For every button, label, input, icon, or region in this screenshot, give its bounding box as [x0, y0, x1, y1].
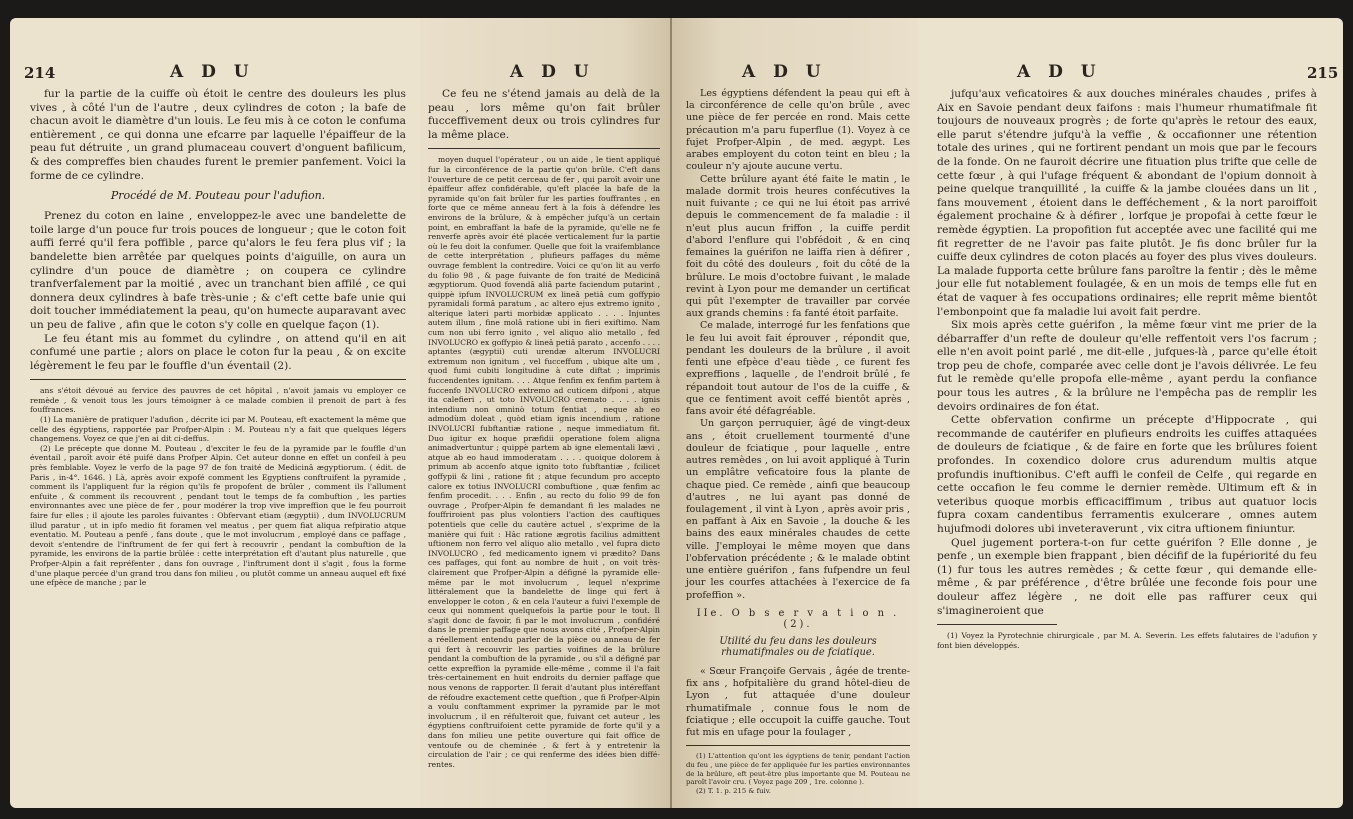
footnote-2: (2) Le précepte que donne M. Pouteau , d'exciter le feu de la pyramide par le fouffle d'un éventail , paroît avoir été puifé dans Profper Alpin. Cet auteur donne en effet un confeil à peu près femblable. Voyez le verfo de la page 97 de fon traité de Medicinâ ægyptiorum. ( édit. de Paris , in-4°. 1646. ) Là, après avoir expofé comment les Egyptiens conftruifent la pyramide , comment ils l'appliquent fur la région qu'ils fe propofent de brûler , comment ils l'allument enfuite , & comment ils recouvrent , pendant tout le temps de fa combuftion , les parties environnantes avec une pièce de fer , pour modérer la trop vive impreffion que le feu pourroit faire fur elles ; il ajoute les paroles fuivantes : Obfervant etiam (ægyptii) , dum INVOLUCRUM illud paratur , ut in ipfo medio fit foramen vel meatus , per quem fiat aliqua refpiratio atque eventatio. M. Pouteau a penfé , fans doute , que le mot involucrum , employé dans ce paffage , devoit s'entendre de l'inftrument de fer qui fert à recouvrir , pendant la combuftion de la pyramide, les environs de la partie brûlée : cette interprétation eft d'autant plus naturelle , que Profper-Alpin a fait repréfenter , dans fon ouvrage , l'inftrument dont il s'agit , fous la forme d'une plaque percée d'un grand trou dans fon milieu , ou plutôt comme un anneau auquel eft fixé une efpèce de manche ; par le [30, 443, 406, 588]
right-footnote: (1) Voyez la Pyrotechnie chirurgicale , par M. A. Severin. Les effets falutaires de l'adufion y font bien développés. [937, 631, 1317, 650]
footnote-2: (2) T. 1. p. 215 & fuiv. [696, 786, 771, 795]
page-number-right: 215 [1307, 64, 1339, 82]
footnote-rule [428, 148, 660, 149]
section-title: Procédé de M. Pouteau pour l'adufion. [110, 189, 326, 203]
right-paragraph-1: jufqu'aux veficatoires & aux douches minérales chaudes , prifes à Aix en Savoie pendant deux faifons : mais l'humeur rhumatifmale fit toujours de nouveaux progrès ; de forte qu'après le retour des eaux, elle parut s'étendre jufqu'à la veffie , & occafionner une rétention totale des urines , qui ne fortirent pendant un mois que par le fecours de la fonde. On ne fauroit décrire une fituation plus trifte que celle de cette fœur , à qui l'ufage fréquent & abondant de l'opium donnoit à peine quelque tranquillité , la cuiffe & la jambe clouées dans un lit , fans mouvement , étoient dans le defféchement , & la nort paroiffoit également prochaine & à défirer , lorfque je propofai à cette fœur le remède égyptien. La propofition fut acceptée avec une facilité qui me fit regretter de ne l'avoir pas faite plutôt. Je fis donc brûler fur la cuiffe deux cylindres de coton placés au foyer des plus vives douleurs. La malade fupporta cette brûlure fans paroître la fentir ; dès le même jour elle fut notablement foulagée, & en un mois de temps elle fut en état de vaquer à fes occupations ordinaires; elle reprit même bientôt l'embonpoint que fa maladie lui avoit fait perdre. [937, 88, 1317, 318]
inner-right-paragraph-4: Un garçon perruquier, âgé de vingt-deux ans , étoit cruellement tourmenté d'une douleur de fciatique , pour laquelle , entre autres remèdes , on lui avoit appliqué à Turin un emplâtre veficatoire fous la plante de chaque pied. Ce remède , ainfi que beaucoup d'autres , ne lui ayant pas donné de foulagement , il vint à Lyon , après avoir pris , en paffant à Aix en Savoie , la douche & les bains des eaux minérales chaudes de cette ville. J'employai le même moyen que dans l'obfervation précédente ; & le malade obtint une entière guérifon , fans fufpendre un feul jour les courfes attachées à l'exercice de fa profeffion ». [686, 418, 910, 601]
right-paragraph-4: Quel jugement portera-t-on fur cette guérifon ? Elle donne , je penfe , un exemple bien frappant , bien décifif de la fupériorité du feu (1) fur tous les autres remèdes ; & cette fœur , qui demande elle-même , & par préférence , d'être brûlée une feconde fois pour une douleur affez légère , ne doit elle pas raffurer ceux qui s'imagineroient que [937, 536, 1317, 617]
inner-right-paragraph-3: Ce malade, interrogé fur les fenfations que le feu lui avoit fait éprouver , répondit que, pendant les douleurs de la brûlure , il avoit fenti une efpèce d'eau tiède , ce furent fes expreffions , laquelle , de l'endroit brûlé , fe répandoit tout autour de l'os de la cuiffe , & que ce fentiment avoit ceffé bientôt après , fans avoir été défagréable. [686, 320, 910, 418]
inner-right-paragraph-2: Cette brûlure ayant été faite le matin , le malade dormit trois heures confécutives la nuit fuivante ; ce qui ne lui étoit pas arrivé depuis le commencement de fa maladie : il n'eut plus aucun friffon , la cuiffe perdit d'abord l'enflure qui l'obfédoit , & en cinq femaines la guérifon ne laiffa rien à défirer , foit du côté des douleurs , foit du côté de la brûlure. Le mois d'octobre fuivant , le malade revint à Lyon pour me demander un certificat qui pût l'exempter de travailler par corvée aux grands chemins : fa fanté étoit parfaite. [686, 173, 910, 320]
footnote-continuation: ans s'étoit dévoué au fervice des pauvres de cet hôpital , n'avoit jamais vu employer ce remède , & venoit tous les jours témoigner à ce malade combien il prenoit de part à fes fouffrances. [30, 386, 406, 415]
left-paragraph-3: Le feu étant mis au fommet du cylindre , on attend qu'il en ait confumé une partie ; alors on place le coton fur la peau , & on excite légèrement le feu par le fouffle d'un éventail (2). [30, 332, 406, 372]
inner-right-paragraph-5: « Sœur Françoife Gervais , âgée de trente-fix ans , hofpitalière du grand hôtel-dieu de Lyon , fut attaquée d'une douleur rhumatifmale , connue fous le nom de fciatique ; elle occupoit la cuiffe gauche. Tout fut mis en ufage pour la foulager , [686, 665, 910, 739]
observation-heading: IIe. O b s e r v a t i o n . (2). [696, 607, 900, 630]
running-head-inner-left: A D U [510, 62, 595, 82]
footnote-rule [937, 624, 1057, 625]
inner-left-column [420, 18, 670, 808]
running-head-left: A D U [170, 62, 255, 82]
observation-title: Utilité du feu dans les douleurs rhumatifmales ou de fciatique. [719, 635, 877, 658]
right-paragraph-2: Six mois après cette guérifon , la même fœur vint me prier de la débarraffer d'un refte de douleur qu'elle reffentoit vers l'os facrum ; elle n'en avoit point parlé , me dit-elle , jufques-là , parce qu'elle étoit trop peu de chofe, comparée avec celle dont je l'avois délivrée. Le feu fut le remède qu'elle propofa elle-même , ayant perdu la confiance pour tous les autres , & la brûlure ne l'empêcha pas de remplir les devoirs ordinaires de fon état. [937, 319, 1317, 413]
running-head-right: A D U [1017, 62, 1102, 82]
right-paragraph-3: Cette obfervation confirme un précepte d'Hippocrate , qui recommande de cautérifer en plufieurs endroits les cuiffes attaquées de douleurs de fciatique , & de faire en forte que les brûlures foient profondes. In coxendico dolore crus adurendum multis atque profundis inuftionibus. C'eft auffi le confeil de Celfe , qui regarde en cette occafion le feu comme le dernier remède. Ultimum eft & in veteribus quoque morbis efficaciffimum , tribus aut quatuor locis fupra coxam candentibus ferramentis exulcerare , omnes autem hujufmodi dolores ubi inveteraverunt , vix citra uftionem finiuntur. [937, 414, 1317, 535]
running-head-inner-right: A D U [742, 62, 827, 82]
inner-left-footnote: moyen duquel l'opérateur , ou un aide , le tient appliqué fur la circonférence de la partie qu'on brûle. C'eft dans l'ouverture de ce petit cerceau de fer , qui paroît avoir une épaiffeur affez confidérable, qu'eft placée la bafe de la pyramide qu'on fait brûler fur les parties fouffrantes , en forte que ce même anneau fert à la fois à défendre les environs de la brûlure, & à empêcher jufqu'à un certain point, en embraffant la bafe de la pyramide, qu'elle ne fe renverfe après avoir été placée verticalement fur la partie où le feu doit la confumer. Quelle que foit la vraifemblance de cette interprétation , plufieurs paffages du même ouvrage femblent la contredire. Voici ce qu'on lit au verfo du folio 98 , & page fuivante de fon traité de Medicinâ ægyptiorum. Quod fovendâ aliâ parte faciendum putarint , quippè ipfum INVOLUCRUM ex lineâ petiâ cum goffypio pyramidali formâ paratum , ac altero ejus extremo ignito , alterique lateri parti morbidæ applicato . . . . Injuntes autem illum , fine molâ ratione ubi in fieri exiftimo. Nam cum non ubi ferro ignito , vel aliquo alio metallo , fed INVOLUCRO ex goffypio & lineâ petiâ parato , accenfo . . . . aptantes (ægyptii) cuti urendæ alterum INVOLUCRI extremum non ignitum , vel fucceffum , ubique alte um , quod fumi cubiti longitudine à cute diftat ; imprimis fuccendentes ignitam. . . . Atque fenfim ex fenfim partem à fuccenfo INVOLUCRO extremo ad cuticem difponi , atque ita calefieri , ut toto INVOLUCRO cremato . . . . ignis intendium non omninò totum fentiat , neque ab eo admodùm doleat , quòd etiam ignis incendium , ratione INVOLUCRI fubftantiæ ratione , neque immediatum fit. Duo igitur ex hoque præfidii operatione folem aligna animadvertuntur ; quippè partem ab igne elementali lævi , atque ab eo haud immoderatam . . . . quoique dolorem à primum ab accenfo atque ignito toto fubftantiæ , fcilicet goffypii & lini , ratione fit ; atque fecundum pro accepto calore ex totius INVOLUCRI combuftione , quæ fenfim ac fenfim procedit. . . . Enfin , au recto du folio 99 de fon ouvrage , Profper-Alpin fe demandant fi les malades ne fouffriroient pas plus volontiers l'action des cauftiques potentiels que celle du cautère actuel , s'exprime de la manière qui fuit : Hâc ratione ægrotis facilius admittent uftionem non ferro vel aliquo alio metallo , vel fupra dicto INVOLUCRO , fed medicamento ignem vi prædito? Dans ces paffages, qui font au nombre de huit , on voit très-clairement que Profper-Alpin a défigné la pyramide elle-même par le mot involucrum , lequel n'exprime littéralement que la bandelette de linge qui fert à envelopper le coton , & en cela l'auteur a fuivi l'exemple de ceux qui nomment quelquefois la partie pour le tout. Il s'agit donc de favoir, fi par le mot involucrum , confidéré dans le premier paffage que nous avons cité , Profper-Alpin a réellement entendu parler de la pièce ou anneau de fer qui fert à recouvrir les parties voifines de la brûlure pendant la combuftion de la pyramide , ou s'il a défigné par cette expreffion la pyramide elle-même , comme il l'a fait très-certainement en huit endroits du dernier paffage que nous venons de rapporter. Il ferait d'autant plus intéreffant de réfoudre exactement cette queftion , que fi Profper-Alpin a voulu conftamment exprimer la pyramide par le mot involucrum , il en réfulteroit que, fuivant cet auteur , les égyptiens conftruifoient cette pyramide de forte qu'il y a dans fon milieu une petite ouverture qui fait office de ventoufe ou de cheminée , & fert à y entretenir la circulation de l'air ; ce qui renferme des idées bien diffé-rentes. [428, 155, 660, 769]
footnote-rule [30, 379, 406, 380]
footnote-1: (1) La manière de pratiquer l'adufion , décrite ici par M. Pouteau, eft exactement la même que celle des égyptiens, rapportée par Profper-Alpin : M. Pouteau n'y a fait que quelques légers changemens. Voyez ce que j'en ai dit ci-deffus. [30, 415, 406, 444]
page-number-left: 214 [24, 64, 56, 82]
footnote-rule [686, 745, 910, 746]
left-paragraph-1: fur la partie de la cuiffe où étoit le centre des douleurs les plus vives , à côté l'un de l'autre , deux cylindres de coton ; la bafe de chacun avoit le diamètre d'un louis. Le feu mis à ce coton le confuma entièrement , ce qui donna une efcarre par laquelle l'épaiffeur de la peau fut détruite , un grand plumaceau couvert d'onguent bafilicum, & des compreffes bien chaudes furent le premier panfement. Voici la forme de ce cylindre. [30, 88, 406, 182]
inner-right-footnotes [686, 752, 910, 795]
left-page [10, 18, 420, 808]
left-footnotes [30, 386, 406, 587]
inner-right-column [672, 18, 917, 808]
right-page [917, 18, 1343, 808]
inner-right-paragraph-1: Les égyptiens défendent la peau qui eft à la circonférence de celle qu'on brûle , avec une pièce de fer percée en rond. Mais cette précaution m'a paru fuperflue (1). Voyez à ce fujet Profper-Alpin , de med. ægypt. Les arabes employent du coton teint en bleu ; la couleur n'y ajoute aucune vertu. [686, 88, 910, 173]
left-paragraph-2: Prenez du coton en laine , enveloppez-le avec une bandelette de toile large d'un pouce fur trois pouces de longueur ; que le coton foit auffi ferré qu'il fera poffible , parce qu'alors le feu fera plus vif ; la bandelette bien arrêtée par quelques points d'aiguille, on aura un cylindre d'un pouce de diamètre ; on coupera ce cylindre tranfverfalement par la moitié , avec un tranchant bien affilé , ce qui donnera deux cylindres à bafe très-unie ; & c'eft cette bafe unie qui doit toucher immédiatement la peau, qu'on humecte auparavant avec un peu de falive , afin que le coton s'y colle en quelque façon (1). [30, 210, 406, 331]
footnote-1: (1) L'attention qu'ont les égyptiens de tenir, pendant l'action du feu , une pièce de fer appliquée fur les parties environnantes de la brûlure, eft peut-être plus importante que M. Pouteau ne paroît l'avoir cru. ( Voyez page 209 , 1re. colonne ). [686, 752, 910, 787]
inner-left-paragraph-1: Ce feu ne s'étend jamais au delà de la peau , lors même qu'on fait brûler fucceffivement deux ou trois cylindres fur la même place. [428, 88, 660, 141]
